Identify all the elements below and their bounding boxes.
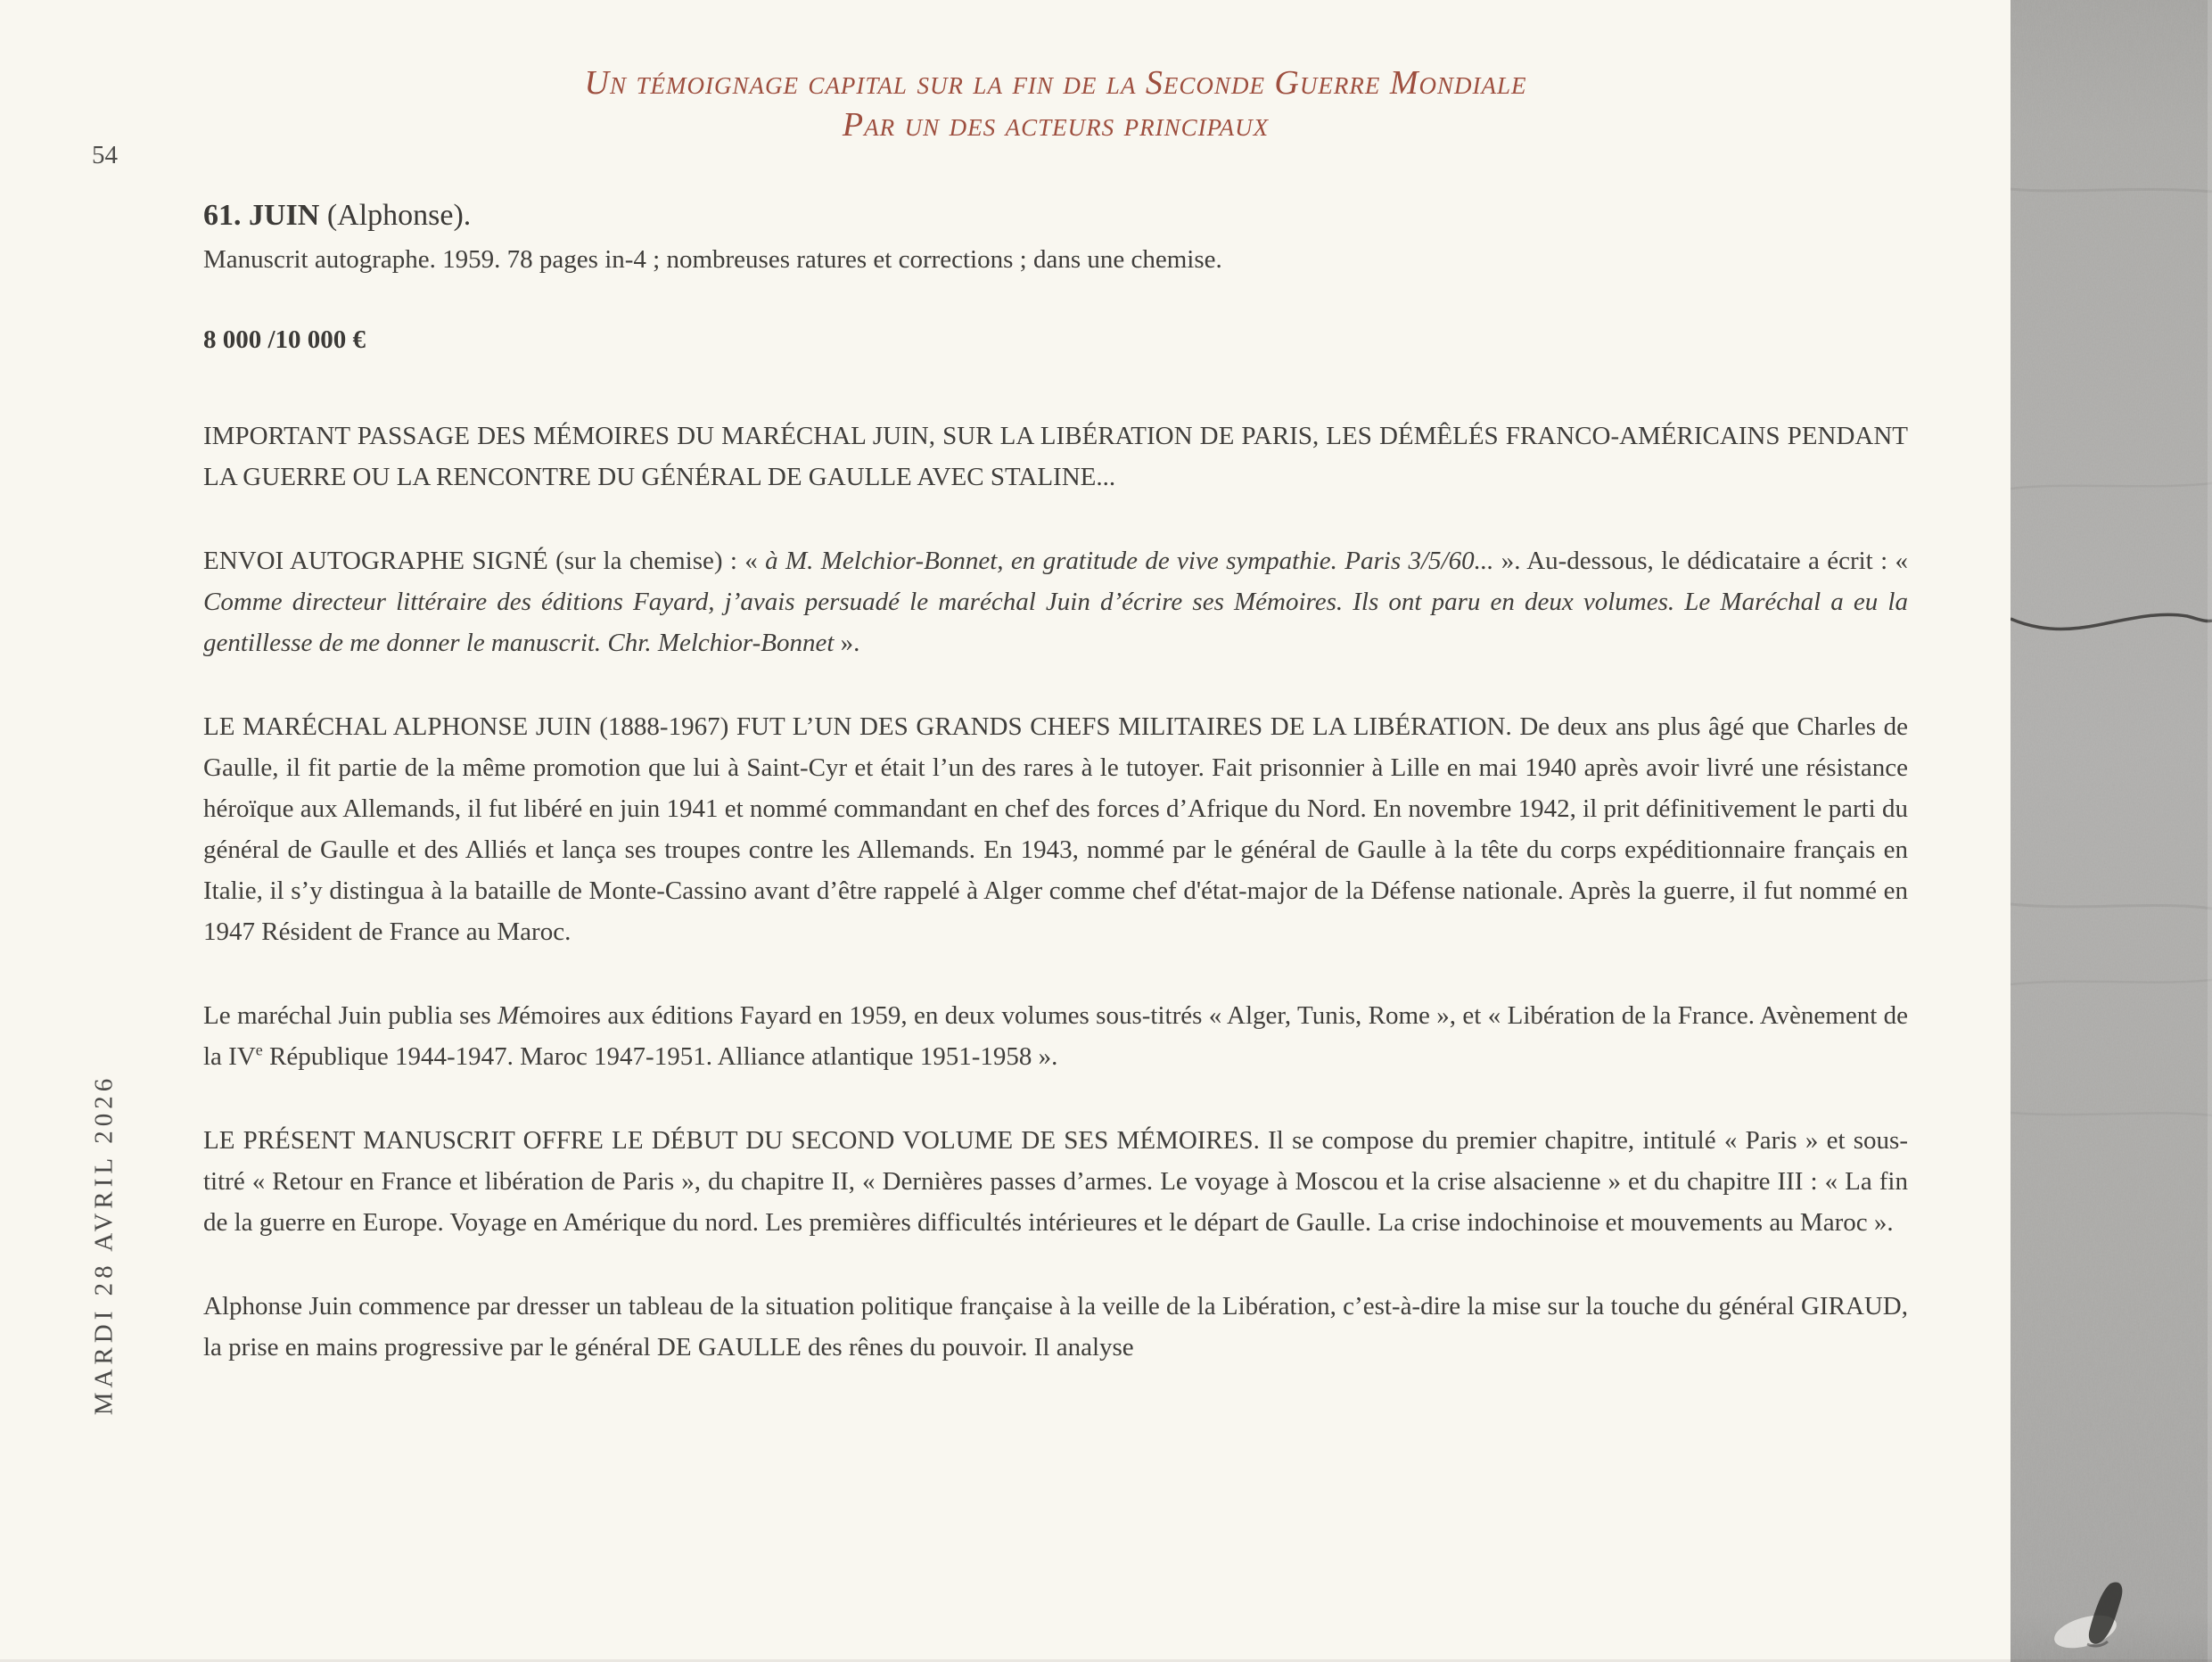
sale-date-vertical: MARDI 28 AVRIL 2026 bbox=[89, 1074, 119, 1416]
lot-title bbox=[203, 196, 1908, 235]
lot-paragraph-memoires: Le maréchal Juin publia ses Mémoires aux éditions Fayard en 1959, en deux volumes sous-titrés « Alger, Tunis, Rome », et « Libération de la France. Avènement de la IVe République 1944-1947. Maroc 1947-1951. Alliance atlantique 1951-1958 ». bbox=[203, 1001, 1908, 1071]
lot-paragraph-envoi: ENVOI AUTOGRAPHE SIGNÉ (sur la chemise) : « à M. Melchior-Bonnet, en gratitude de vive sympathie. Paris 3/5/60... ». Au-dessous, le dédicataire a écrit : « Comme directeur littéraire des éditions Fayard, j’avais persuadé le maréchal Juin d’écrire ses Mémoires. Ils ont paru en deux volumes. Le Maréchal a eu la gentillesse de me donner le manuscrit. Chr. Melchior-Bonnet ». bbox=[203, 547, 1908, 657]
page-number: 54 bbox=[92, 141, 118, 169]
header-line-1: Un témoignage capital sur la fin de la Seconde Guerre Mondiale bbox=[584, 64, 1527, 102]
lot-estimate: 8 000 /10 000 € bbox=[203, 325, 366, 354]
lot-description: Manuscrit autographe. 1959. 78 pages in-4 ; nombreuses ratures et corrections ; dans une chemise. bbox=[203, 245, 1222, 274]
lot-paragraph-important: IMPORTANT PASSAGE DES MÉMOIRES DU MARÉCHAL JUIN, SUR LA LIBÉRATION DE PARIS, LES DÉMÊLÉS FRANCO-AMÉRICAINS PENDANT LA GUERRE OU LA RENCONTRE DU GÉNÉRAL DE GAULLE AVEC STALINE... bbox=[203, 422, 1908, 491]
lot-number-and-name: 61. JUIN bbox=[203, 199, 320, 232]
photo-edge-image bbox=[2011, 0, 2212, 1662]
lot-paragraph-bio: LE MARÉCHAL ALPHONSE JUIN (1888-1967) FUT L’UN DES GRANDS CHEFS MILITAIRES DE LA LIBÉRATION. De deux ans plus âgé que Charles de Gaulle, il fit partie de la même promotion que lui à Saint-Cyr et était l’un des rares à le tutoyer. Fait prisonnier à Lille en mai 1940 après avoir livré une résistance héroïque aux Allemands, il fut libéré en juin 1941 et nommé commandant en chef des forces d’Afrique du Nord. En novembre 1942, il prit définitivement le parti du général de Gaulle et des Alliés et lança ses troupes contre les Allemands. En 1943, nommé par le général de Gaulle à la tête du corps expéditionnaire français en Italie, il s’y distingua à la bataille de Monte-Cassino avant d’être rappelé à Alger comme chef d'état-major de la Défense nationale. Après la guerre, il fut nommé en 1947 Résident de France au Maroc. bbox=[203, 712, 1908, 946]
lot-name-suffix: (Alphonse). bbox=[319, 199, 472, 232]
lot-content bbox=[203, 0, 1908, 1368]
lot-paragraph-analysis: Alphonse Juin commence par dresser un tableau de la situation politique française à la veille de la Libération, c’est-à-dire la mise sur la touche du général GIRAUD, la prise en mains progressive par le général DE GAULLE des rênes du pouvoir. Il analyse bbox=[203, 1292, 1908, 1362]
lot-paragraph-manuscrit: LE PRÉSENT MANUSCRIT OFFRE LE DÉBUT DU SECOND VOLUME DE SES MÉMOIRES. Il se compose du premier chapitre, intitulé « Paris » et sous-titré « Retour en France et libération de Paris », du chapitre II, « Dernières passes d’armes. Le voyage à Moscou et la crise alsacienne » et du chapitre III : « La fin de la guerre en Europe. Voyage en Amérique du nord. Les premières difficultés intérieures et le départ de Gaulle. La crise indochinoise et mouvements au Maroc ». bbox=[203, 1126, 1908, 1237]
manuscript-photo-edge bbox=[2011, 0, 2212, 1662]
header-line-2: Par un des acteurs principaux bbox=[842, 106, 1270, 144]
section-header bbox=[203, 62, 1908, 146]
